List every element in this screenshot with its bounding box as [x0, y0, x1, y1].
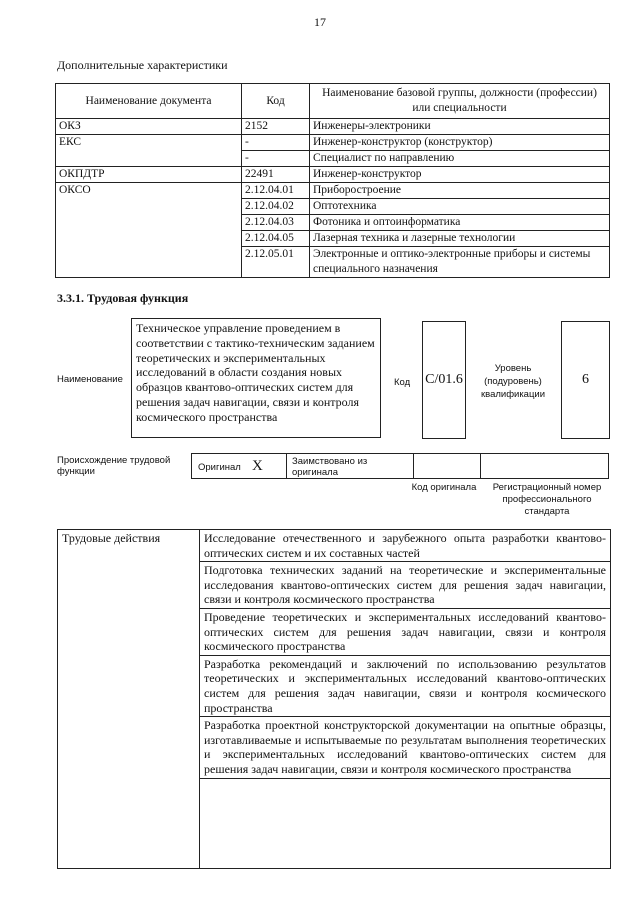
cell-code: - [242, 151, 310, 167]
cell-name: Электронные и оптико-электронные приборы и системы специального назначения [310, 247, 610, 278]
cell-name: Лазерная техника и лазерные технологии [310, 231, 610, 247]
labor-actions-label: Трудовые действия [58, 530, 200, 869]
cell-code: 2.12.04.01 [242, 183, 310, 199]
cell-code: - [242, 135, 310, 151]
cell-name: Оптотехника [310, 199, 610, 215]
function-code-box: C/01.6 [422, 321, 466, 439]
page-number: 17 [314, 15, 326, 29]
table-header-row [56, 84, 610, 119]
additional-characteristics-table [55, 83, 610, 278]
original-code-caption: Код оригинала [411, 482, 477, 493]
table-row [56, 135, 610, 151]
labor-action-item: Исследование отечественного и зарубежного опыта разработки квантово-оптических систем и их составных частей [200, 530, 611, 562]
origin-table [191, 453, 609, 479]
cell-name: Инженер-конструктор [310, 167, 610, 183]
cell-name: Инженеры-электроники [310, 119, 610, 135]
cell-code: 2.12.04.03 [242, 215, 310, 231]
cell-code: 2.12.05.01 [242, 247, 310, 278]
borrowed-label: Заимствовано из оригинала [292, 456, 368, 478]
cell-code: 2.12.04.02 [242, 199, 310, 215]
qualification-level-box: 6 [561, 321, 610, 439]
cell-doc: ОКСО [56, 183, 242, 278]
cell-name: Фотоника и оптоинформатика [310, 215, 610, 231]
cell-code: 2.12.04.05 [242, 231, 310, 247]
original-mark: X [252, 458, 263, 474]
function-name-box: Техническое управление проведением в соответствии с тактико-техническим заданием теоретических и экспериментальных исследований в области создания новых образцов квантово-оптических систем для решения задач навигации, связи и контроля космического пространства [131, 318, 381, 438]
cell-code: 22491 [242, 167, 310, 183]
header-code: Код [242, 84, 310, 119]
function-name-label: Наименование [57, 374, 123, 385]
header-doc-name: Наименование документа [56, 84, 242, 119]
registration-number-cell [480, 453, 609, 479]
labor-function-heading: 3.3.1. Трудовая функция [57, 291, 189, 305]
cell-doc: ОКПДТР [56, 167, 242, 183]
labor-action-item: Проведение теоретических и экспериментальных исследований квантово-оптических систем для решения задач навигации, связи и контроля космического пространства [200, 608, 611, 655]
labor-action-item: Разработка проектной конструкторской документации на опытные образцы, изготавливаемые и испытываемые по результатам выполнения теоретических и экспериментальных исследований квантово-оптических систем для решения задач навигации, связи и контроля космического пространства [200, 717, 611, 778]
header-group-name: Наименование базовой группы, должности (профессии) или специальности [310, 84, 610, 119]
table-row [56, 119, 610, 135]
additional-characteristics-title: Дополнительные характеристики [57, 58, 228, 72]
cell-code: 2152 [242, 119, 310, 135]
labor-action-empty [200, 778, 611, 868]
origin-label: Происхождение трудовой функции [57, 455, 171, 477]
labor-action-item: Подготовка технических заданий на теоретические и экспериментальные исследования квантово-оптических систем для решения задач навигации, связи и контроля космического пространства [200, 562, 611, 609]
cell-name: Специалист по направлению [310, 151, 610, 167]
cell-name: Инженер-конструктор (конструктор) [310, 135, 610, 151]
origin-original-cell [191, 453, 287, 479]
table-row [56, 167, 610, 183]
labor-action-item: Разработка рекомендаций и заключений по использованию результатов теоретических и экспериментальных исследований квантово-оптических систем для решения задач навигации, связи и контроля космического пространства [200, 655, 611, 716]
table-row [58, 530, 611, 562]
cell-name: Приборостроение [310, 183, 610, 199]
original-code-cell [413, 453, 481, 479]
registration-number-caption: Регистрационный номер профессионального стандарта [492, 482, 602, 517]
cell-doc: ЕКС [56, 135, 242, 167]
function-code-label: Код [394, 377, 411, 388]
qualification-level-label: Уровень (подуровень) квалификации [480, 363, 546, 400]
original-label: Оригинал [198, 462, 241, 473]
cell-doc: ОКЗ [56, 119, 242, 135]
table-row [56, 183, 610, 199]
labor-actions-table [57, 529, 611, 869]
origin-borrowed-cell [286, 453, 414, 479]
